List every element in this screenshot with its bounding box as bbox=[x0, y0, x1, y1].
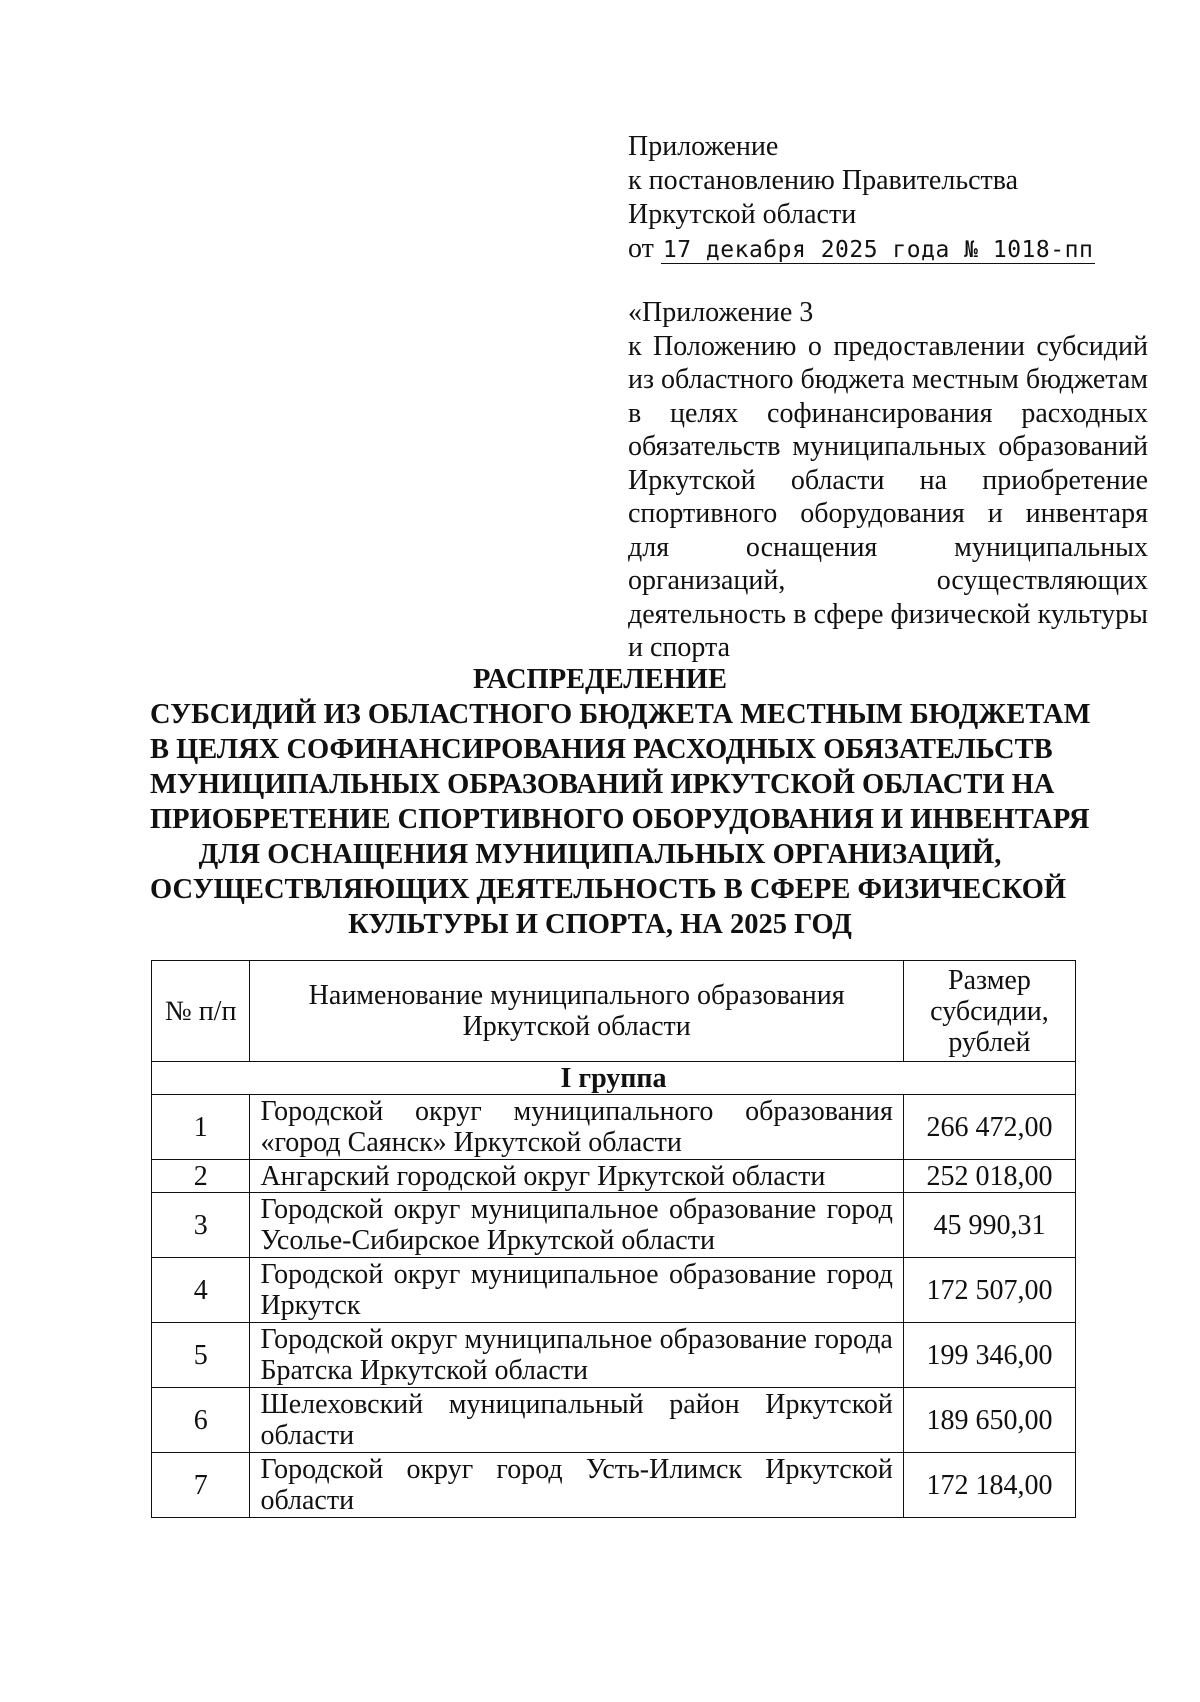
group-label: I группа bbox=[152, 1062, 1076, 1095]
row-name-cell bbox=[250, 1453, 903, 1518]
row-municipality: Ангарский городской округ Иркутской области bbox=[260, 1160, 826, 1192]
row-municipality: Городской округ муниципальное образование город Иркутск bbox=[260, 1259, 893, 1321]
row-number: 2 bbox=[152, 1160, 250, 1193]
row-municipality: Городской округ муниципальное образование город Усолье-Сибирское Иркутской области bbox=[260, 1194, 893, 1256]
regulation-reference bbox=[628, 296, 1148, 665]
row-name-cell bbox=[250, 1193, 903, 1258]
table-row bbox=[152, 1160, 1076, 1193]
row-amount: 252 018,00 bbox=[903, 1160, 1075, 1193]
date-prefix: от bbox=[628, 233, 654, 264]
table-row bbox=[152, 1388, 1076, 1453]
title-line: ОСУЩЕСТВЛЯЮЩИХ ДЕЯТЕЛЬНОСТЬ В СФЕРЕ ФИЗИЧЕСКОЙ bbox=[150, 874, 1067, 905]
date-value: 17 декабря 2025 года № 1018-пп bbox=[662, 237, 1094, 263]
group-row bbox=[152, 1062, 1076, 1095]
title-line: КУЛЬТУРЫ И СПОРТА, НА 2025 ГОД bbox=[348, 909, 852, 940]
appendix-header bbox=[628, 130, 1148, 267]
row-name-cell bbox=[250, 1095, 903, 1160]
table-row bbox=[152, 1323, 1076, 1388]
table-row bbox=[152, 1095, 1076, 1160]
row-amount: 172 507,00 bbox=[903, 1258, 1075, 1323]
row-name-cell bbox=[250, 1160, 903, 1193]
title-line: ДЛЯ ОСНАЩЕНИЯ МУНИЦИПАЛЬНЫХ ОРГАНИЗАЦИЙ, bbox=[198, 839, 1002, 870]
row-number: 6 bbox=[152, 1388, 250, 1453]
table-row bbox=[152, 1258, 1076, 1323]
title-line: СУБСИДИЙ ИЗ ОБЛАСТНОГО БЮДЖЕТА МЕСТНЫМ БЮДЖЕТАМ bbox=[150, 699, 1091, 730]
appendix-region: Иркутской области bbox=[628, 199, 857, 230]
row-municipality: Городской округ город Усть-Илимск Иркутской области bbox=[260, 1454, 893, 1516]
appendix-label: Приложение bbox=[628, 131, 779, 162]
row-amount: 45 990,31 bbox=[903, 1193, 1075, 1258]
row-name-cell bbox=[250, 1323, 903, 1388]
title-line: РАСПРЕДЕЛЕНИЕ bbox=[473, 664, 727, 695]
row-amount: 199 346,00 bbox=[903, 1323, 1075, 1388]
row-name-cell bbox=[250, 1258, 903, 1323]
title-line: МУНИЦИПАЛЬНЫХ ОБРАЗОВАНИЙ ИРКУТСКОЙ ОБЛАСТИ НА bbox=[150, 769, 1055, 800]
appendix-date-line bbox=[628, 232, 1148, 267]
table-row bbox=[152, 1453, 1076, 1518]
row-amount: 266 472,00 bbox=[903, 1095, 1075, 1160]
appendix-resolution: к постановлению Правительства bbox=[628, 165, 1019, 196]
table-row bbox=[152, 1193, 1076, 1258]
row-number: 7 bbox=[152, 1453, 250, 1518]
regulation-appendix-number: «Приложение 3 bbox=[628, 297, 814, 328]
header-municipality: Наименование муниципального образования Иркутской области bbox=[250, 961, 903, 1062]
row-number: 1 bbox=[152, 1095, 250, 1160]
row-municipality: Городской округ муниципальное образование города Братска Иркутской области bbox=[260, 1324, 893, 1386]
row-amount: 172 184,00 bbox=[903, 1453, 1075, 1518]
row-number: 5 bbox=[152, 1323, 250, 1388]
row-name-cell bbox=[250, 1388, 903, 1453]
header-number: № п/п bbox=[152, 961, 250, 1062]
table-header-row bbox=[152, 961, 1076, 1062]
header-subsidy-amount: Размер субсидии, рублей bbox=[903, 961, 1075, 1062]
regulation-description: к Положению о предоставлении субсидий из областного бюджета местным бюджетам в целях софинансирования расходных обязательств муниципальных образований Иркутской области на приобретение спортивного оборудования и инвентаря для оснащения муниципальных организаций, осуществляющих деятельность в сфере физической культуры и спорта bbox=[628, 330, 1148, 663]
subsidy-table bbox=[151, 960, 1076, 1518]
row-amount: 189 650,00 bbox=[903, 1388, 1075, 1453]
document-title bbox=[150, 662, 1091, 942]
row-number: 4 bbox=[152, 1258, 250, 1323]
title-line: ПРИОБРЕТЕНИЕ СПОРТИВНОГО ОБОРУДОВАНИЯ И ИНВЕНТАРЯ bbox=[150, 804, 1090, 835]
title-line: В ЦЕЛЯХ СОФИНАНСИРОВАНИЯ РАСХОДНЫХ ОБЯЗАТЕЛЬСТВ bbox=[150, 734, 1053, 765]
row-municipality: Городской округ муниципального образования «город Саянск» Иркутской области bbox=[260, 1096, 893, 1158]
row-municipality: Шелеховский муниципальный район Иркутской области bbox=[260, 1389, 893, 1451]
row-number: 3 bbox=[152, 1193, 250, 1258]
